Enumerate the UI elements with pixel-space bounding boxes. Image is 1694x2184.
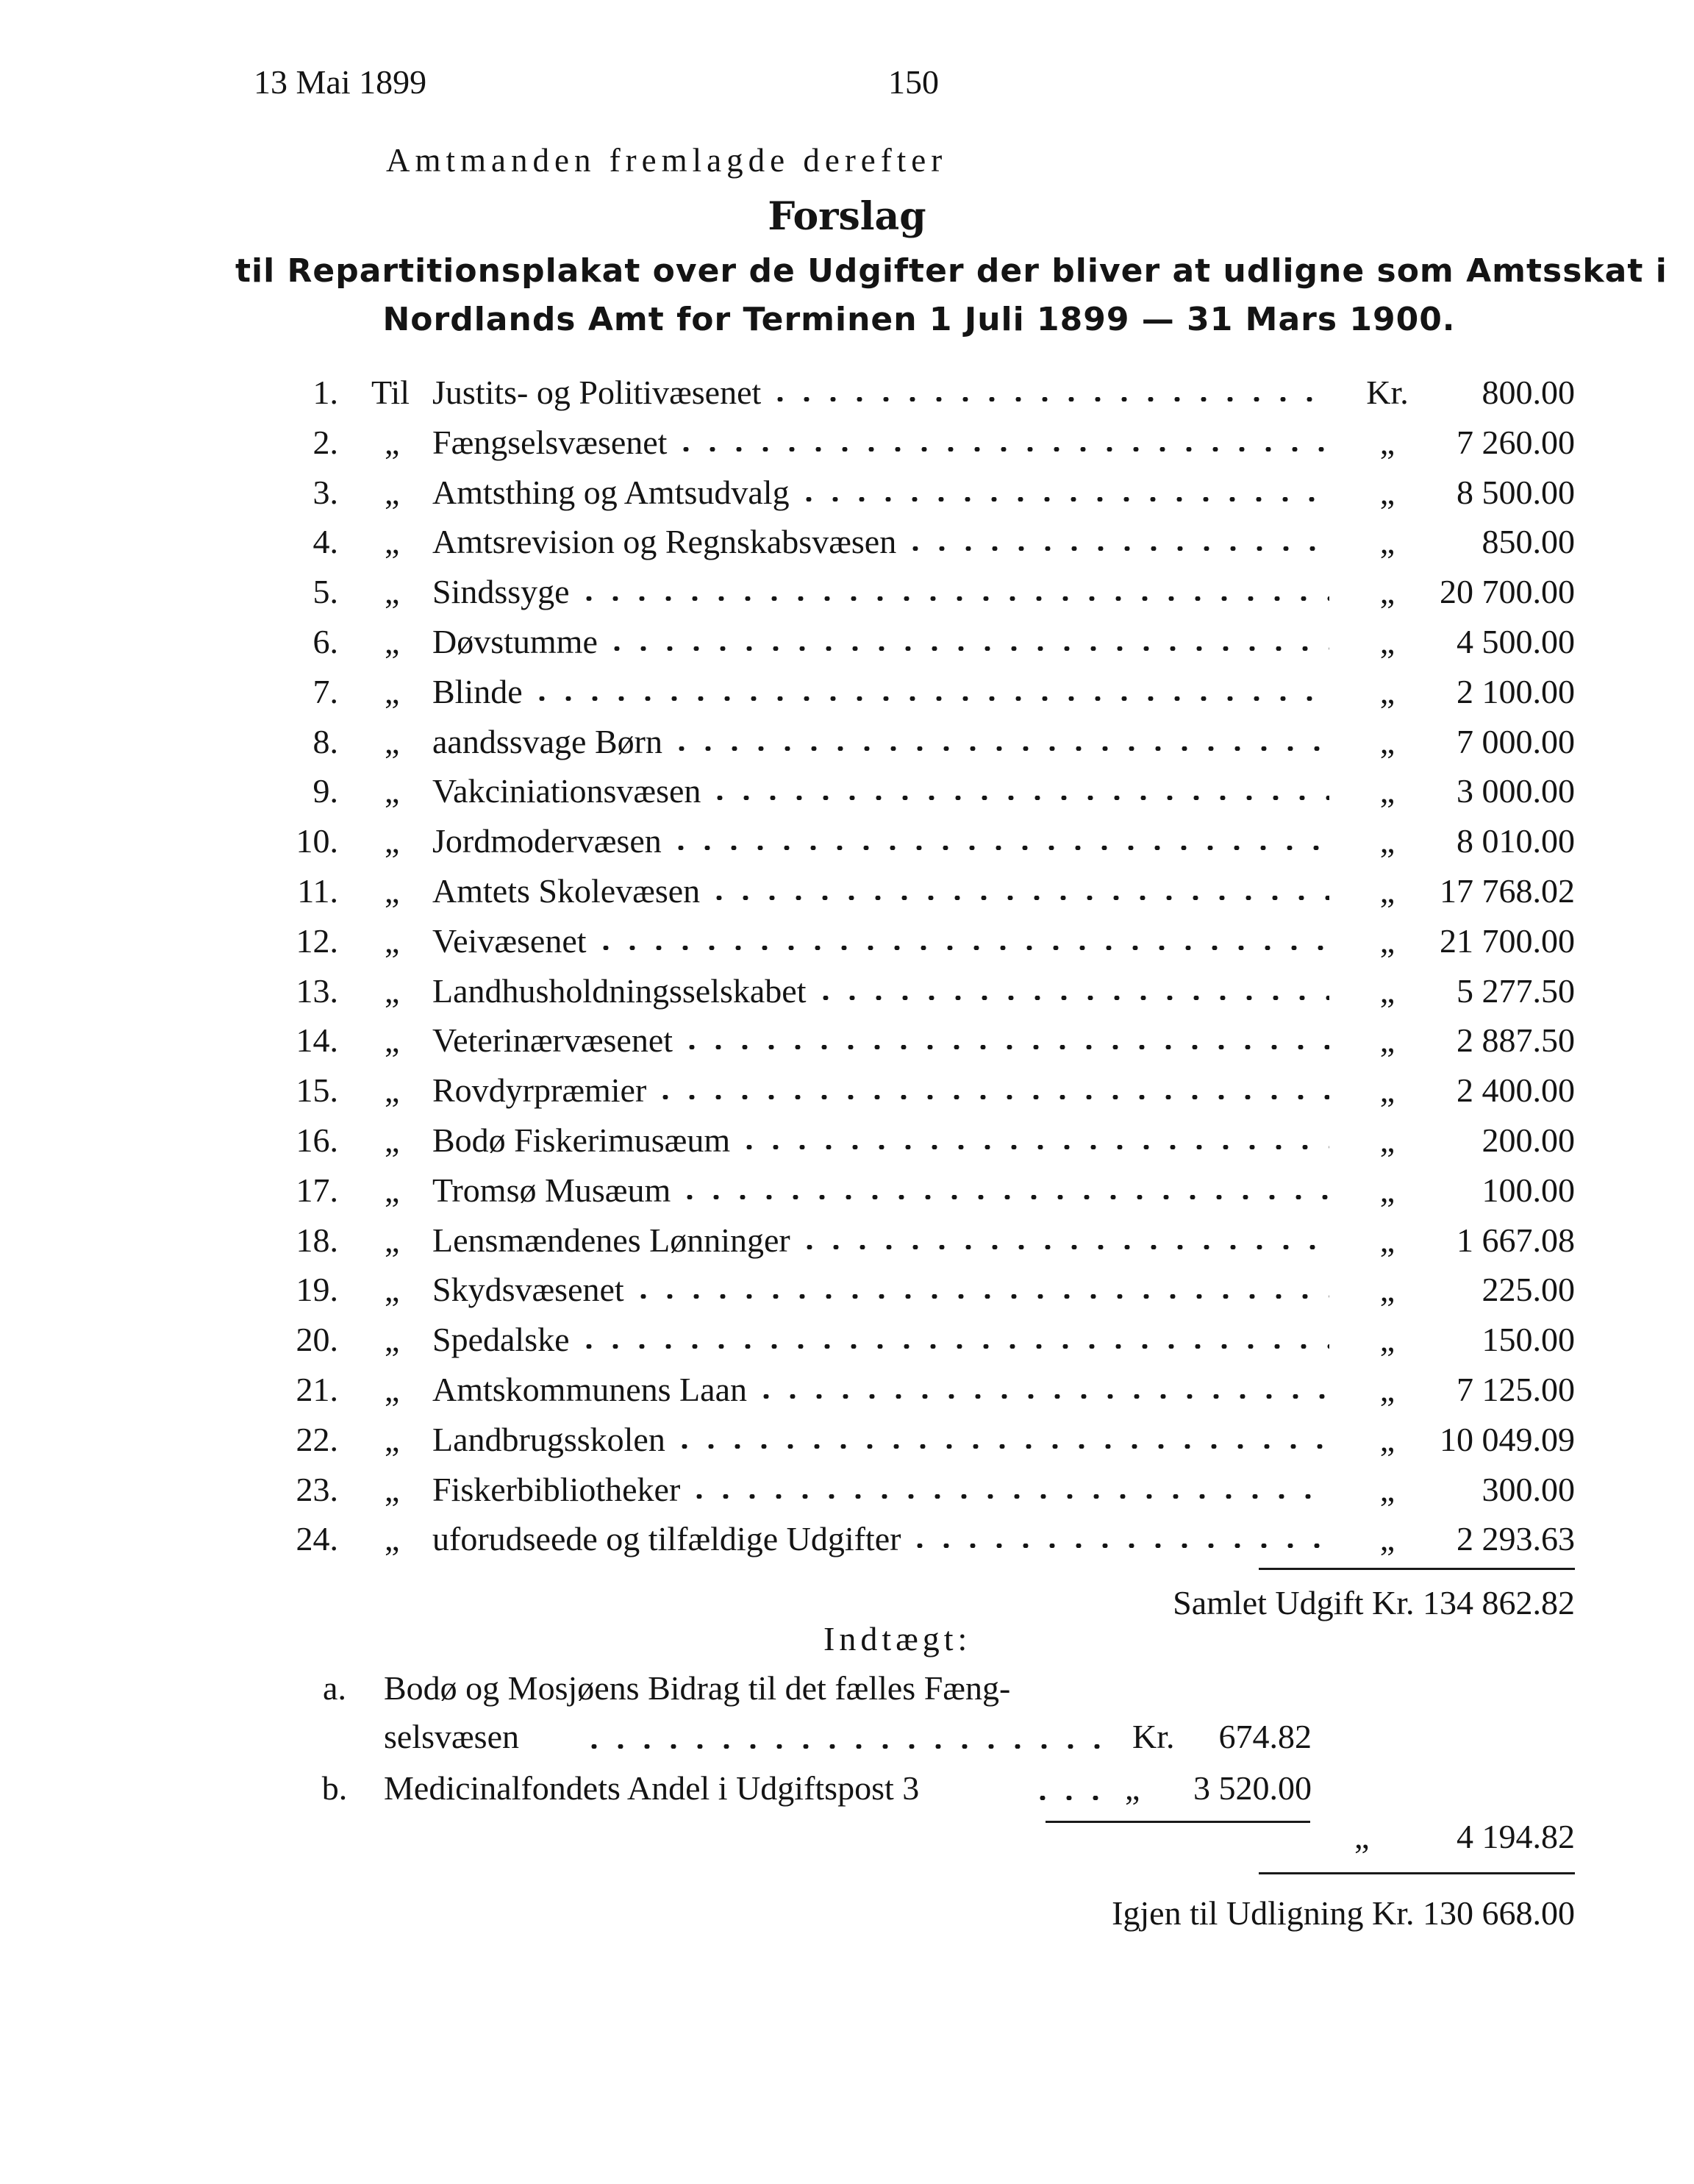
expense-prefix: „ [385,872,400,910]
expense-prefix: „ [385,1221,400,1259]
expense-amount: 2 887.50 [1457,1021,1575,1059]
expense-row [0,1066,1694,1116]
expense-prefix: „ [385,523,400,560]
expense-label: aandssvage Børn [432,723,662,760]
expense-label: Lensmændenes Lønninger [432,1221,790,1259]
income-b-unit: „ [1125,1769,1140,1807]
expense-amount: 5 277.50 [1457,972,1575,1010]
leader-dots [767,397,1329,402]
expense-number: 19. [296,1271,338,1308]
expense-prefix: „ [385,1071,400,1109]
expense-number: 13. [296,972,338,1010]
expense-amount: 7 000.00 [1457,723,1575,760]
expense-unit: „ [1379,1271,1395,1308]
expense-row [0,1265,1694,1315]
final-rule [1259,1872,1575,1874]
expense-number: 2. [312,424,338,461]
expense-amount: 3 000.00 [1457,772,1575,810]
expense-unit: „ [1379,1321,1395,1358]
expense-row [0,517,1694,567]
expense-label-cell [432,1365,1351,1415]
income-sum-unit: „ [1354,1818,1370,1855]
expense-amount: 2 293.63 [1457,1520,1575,1557]
leader-dots [907,1544,1329,1548]
leader-dots [576,1344,1329,1349]
page-number: 150 [888,63,939,101]
expense-row [0,1514,1694,1564]
leader-dots [652,1095,1329,1099]
expense-row [0,1016,1694,1066]
expense-unit: „ [1379,474,1395,511]
leader-dots [706,896,1329,900]
expense-label: Sindssyge [432,573,570,610]
expense-number: 16. [296,1121,338,1159]
expense-label-cell [432,667,1351,717]
total-rule [1259,1568,1575,1570]
expense-label-cell [432,1016,1351,1066]
expense-prefix: „ [385,1371,400,1408]
income-b-text: Medicinalfondets Andel i Udgiftspost 3 [384,1769,920,1807]
subtitle-line-1: til Repartitionsplakat over de Udgifter der bliver at udligne som Amtsskat i [235,252,1668,290]
document-title: Forslag [768,194,926,239]
expense-prefix: „ [385,1421,400,1458]
expense-label-cell [432,1514,1351,1564]
expense-unit: „ [1379,1171,1395,1209]
expense-label: Amtsthing og Amtsudvalg [432,474,790,511]
expense-unit: „ [1379,1071,1395,1109]
expense-unit: „ [1379,523,1395,560]
expense-label-cell [432,418,1351,468]
leader-dots [707,796,1329,800]
expense-prefix: „ [385,1520,400,1557]
expense-prefix: „ [385,424,400,461]
income-subtotal-rule [1046,1821,1310,1823]
expense-label-cell [432,916,1351,966]
expense-amount: 850.00 [1482,523,1575,560]
expense-row [0,866,1694,916]
expense-unit: „ [1379,1371,1395,1408]
expense-label-cell [432,368,1351,418]
income-a-amount: 674.82 [1218,1718,1312,1755]
expense-amount: 8 010.00 [1457,822,1575,860]
expense-label: Vakciniationsvæsen [432,772,701,810]
expense-label: Jordmodervæsen [432,822,662,860]
expense-label-cell [432,1166,1351,1216]
expense-row [0,766,1694,816]
expense-amount: 225.00 [1482,1271,1575,1308]
expense-row [0,1465,1694,1515]
expense-number: 21. [296,1371,338,1408]
intro-text: Amtmanden fremlagde derefter [386,142,948,179]
expense-label-cell [432,1415,1351,1465]
expense-row [0,966,1694,1016]
expense-number: 12. [296,922,338,960]
leader-dots [679,1045,1329,1049]
income-a-text-line1: Bodø og Mosjøens Bidrag til det fælles Fæng- [384,1669,1011,1707]
expense-label-cell [432,1116,1351,1166]
leader-dots [576,596,1329,601]
expense-label: Bodø Fiskerimusæum [432,1121,731,1159]
expense-row [0,1116,1694,1166]
expense-row [0,468,1694,518]
expense-amount: 7 260.00 [1457,424,1575,461]
expense-prefix: „ [385,1121,400,1159]
expense-amount: 17 768.02 [1440,872,1575,910]
expense-number: 5. [312,573,338,610]
expense-number: 18. [296,1221,338,1259]
expense-label: Spedalske [432,1321,570,1358]
expense-label-cell [432,866,1351,916]
leader-dots [686,1494,1329,1499]
expense-number: 9. [312,772,338,810]
expense-amount: 4 500.00 [1457,623,1575,660]
expense-label-cell [432,766,1351,816]
expense-prefix: Til [371,374,410,411]
expense-row [0,368,1694,418]
expense-prefix: „ [385,972,400,1010]
expense-prefix: „ [385,1171,400,1209]
subtitle-line-2: Nordlands Amt for Terminen 1 Juli 1899 — 31 Mars 1900. [382,301,1456,338]
expense-number: 17. [296,1171,338,1209]
expense-number: 1. [312,374,338,411]
income-a-unit: Kr. [1132,1718,1175,1755]
income-b-leader-dots [1029,1796,1110,1800]
expense-amount: 2 400.00 [1457,1071,1575,1109]
expense-row [0,1216,1694,1266]
expense-label-cell [432,1315,1351,1365]
expense-row [0,617,1694,667]
expense-unit: „ [1379,1421,1395,1458]
expense-label-cell [432,517,1351,567]
expense-unit: „ [1379,972,1395,1010]
leader-dots [630,1294,1329,1299]
expense-unit: „ [1379,723,1395,760]
leader-dots [673,447,1329,452]
leader-dots [604,646,1329,651]
expense-label: Landhusholdningsselskabet [432,972,807,1010]
expense-number: 4. [312,523,338,560]
leader-dots [902,546,1329,551]
expense-row [0,1365,1694,1415]
expense-label-cell [432,717,1351,767]
expense-prefix: „ [385,1321,400,1358]
expense-label-cell [432,617,1351,667]
expense-label: Amtskommunens Laan [432,1371,747,1408]
leader-dots [812,996,1330,1000]
expense-number: 14. [296,1021,338,1059]
expense-amount: 800.00 [1482,374,1575,411]
expense-label-cell [432,1216,1351,1266]
expense-unit: „ [1379,424,1395,461]
expense-unit: „ [1379,772,1395,810]
income-heading: Indtægt: [823,1620,972,1657]
expense-amount: 200.00 [1482,1121,1575,1159]
expense-unit: „ [1379,872,1395,910]
expense-prefix: „ [385,723,400,760]
expense-row [0,1315,1694,1365]
expense-row [0,916,1694,966]
income-b-label: b. [321,1769,348,1807]
income-a-text-line2: selsvæsen [384,1718,519,1755]
expense-unit: „ [1379,1121,1395,1159]
expense-label-cell [432,1066,1351,1116]
expense-label: Skydsvæsenet [432,1271,624,1308]
expense-amount: 20 700.00 [1440,573,1575,610]
leader-dots [796,1245,1329,1249]
leader-dots [676,1195,1329,1199]
expense-label: Amtets Skolevæsen [432,872,701,910]
expense-prefix: „ [385,474,400,511]
expense-label: Rovdyrpræmier [432,1071,647,1109]
expense-label: Døvstumme [432,623,598,660]
expense-prefix: „ [385,822,400,860]
expense-number: 22. [296,1421,338,1458]
expense-prefix: „ [385,922,400,960]
expense-number: 20. [296,1321,338,1358]
expense-row [0,717,1694,767]
expense-amount: 8 500.00 [1457,474,1575,511]
expense-label-cell [432,1465,1351,1515]
expense-label-cell [432,567,1351,617]
expense-number: 11. [297,872,338,910]
total-expense: Samlet Udgift Kr. 134 862.82 [1173,1584,1575,1621]
expense-unit: „ [1379,922,1395,960]
expense-label: Justits- og Politivæsenet [432,374,762,411]
expense-prefix: „ [385,623,400,660]
header-date: 13 Mai 1899 [254,63,427,101]
expense-label: Tromsø Musæum [432,1171,671,1209]
expense-amount: 150.00 [1482,1321,1575,1358]
expense-unit: „ [1379,1520,1395,1557]
expense-row [0,816,1694,866]
expense-unit: „ [1379,1471,1395,1508]
income-a-label: a. [323,1669,346,1707]
expense-row [0,667,1694,717]
expense-amount: 100.00 [1482,1171,1575,1209]
expense-label: Fiskerbibliotheker [432,1471,681,1508]
expense-number: 15. [296,1071,338,1109]
expense-prefix: „ [385,772,400,810]
expense-unit: „ [1379,573,1395,610]
leader-dots [668,746,1329,751]
income-a-leader-dots [581,1744,1110,1749]
leader-dots [736,1145,1329,1149]
leader-dots [593,946,1329,950]
income-b-amount: 3 520.00 [1193,1769,1312,1807]
expense-amount: 300.00 [1482,1471,1575,1508]
leader-dots [796,497,1329,502]
expense-row [0,418,1694,468]
expense-row [0,567,1694,617]
expense-unit: „ [1379,822,1395,860]
expense-prefix: „ [385,1021,400,1059]
expense-number: 7. [312,673,338,710]
expense-label-cell [432,816,1351,866]
expense-label-cell [432,966,1351,1016]
expense-label: Fængselsvæsenet [432,424,668,461]
expense-number: 23. [296,1471,338,1508]
leader-dots [753,1394,1329,1399]
expense-prefix: „ [385,673,400,710]
expense-unit: Kr. [1366,374,1409,411]
expense-unit: „ [1379,1221,1395,1259]
leader-dots [529,696,1329,701]
expense-amount: 10 049.09 [1440,1421,1575,1458]
expense-prefix: „ [385,1271,400,1308]
expense-label: Landbrugsskolen [432,1421,665,1458]
expense-unit: „ [1379,673,1395,710]
expense-row [0,1415,1694,1465]
expense-unit: „ [1379,1021,1395,1059]
expense-amount: 1 667.08 [1457,1221,1575,1259]
expense-row [0,1166,1694,1216]
remaining-to-levy: Igjen til Udligning Kr. 130 668.00 [1112,1894,1575,1932]
expense-amount: 21 700.00 [1440,922,1575,960]
expense-number: 24. [296,1520,338,1557]
expense-prefix: „ [385,1471,400,1508]
expense-number: 6. [312,623,338,660]
expense-number: 3. [312,474,338,511]
expense-prefix: „ [385,573,400,610]
income-sum-amount: 4 194.82 [1457,1818,1575,1855]
expense-label-cell [432,1265,1351,1315]
expense-amount: 2 100.00 [1457,673,1575,710]
expense-label: Amtsrevision og Regnskabsvæsen [432,523,897,560]
expense-label: Blinde [432,673,523,710]
expense-label: uforudseede og tilfældige Udgifter [432,1520,901,1557]
expense-amount: 7 125.00 [1457,1371,1575,1408]
expense-label: Veterinærvæsenet [432,1021,673,1059]
expense-number: 8. [312,723,338,760]
expense-label: Veivæsenet [432,922,587,960]
leader-dots [668,846,1329,850]
expense-label-cell [432,468,1351,518]
leader-dots [671,1444,1329,1449]
expense-number: 10. [296,822,338,860]
expense-unit: „ [1379,623,1395,660]
